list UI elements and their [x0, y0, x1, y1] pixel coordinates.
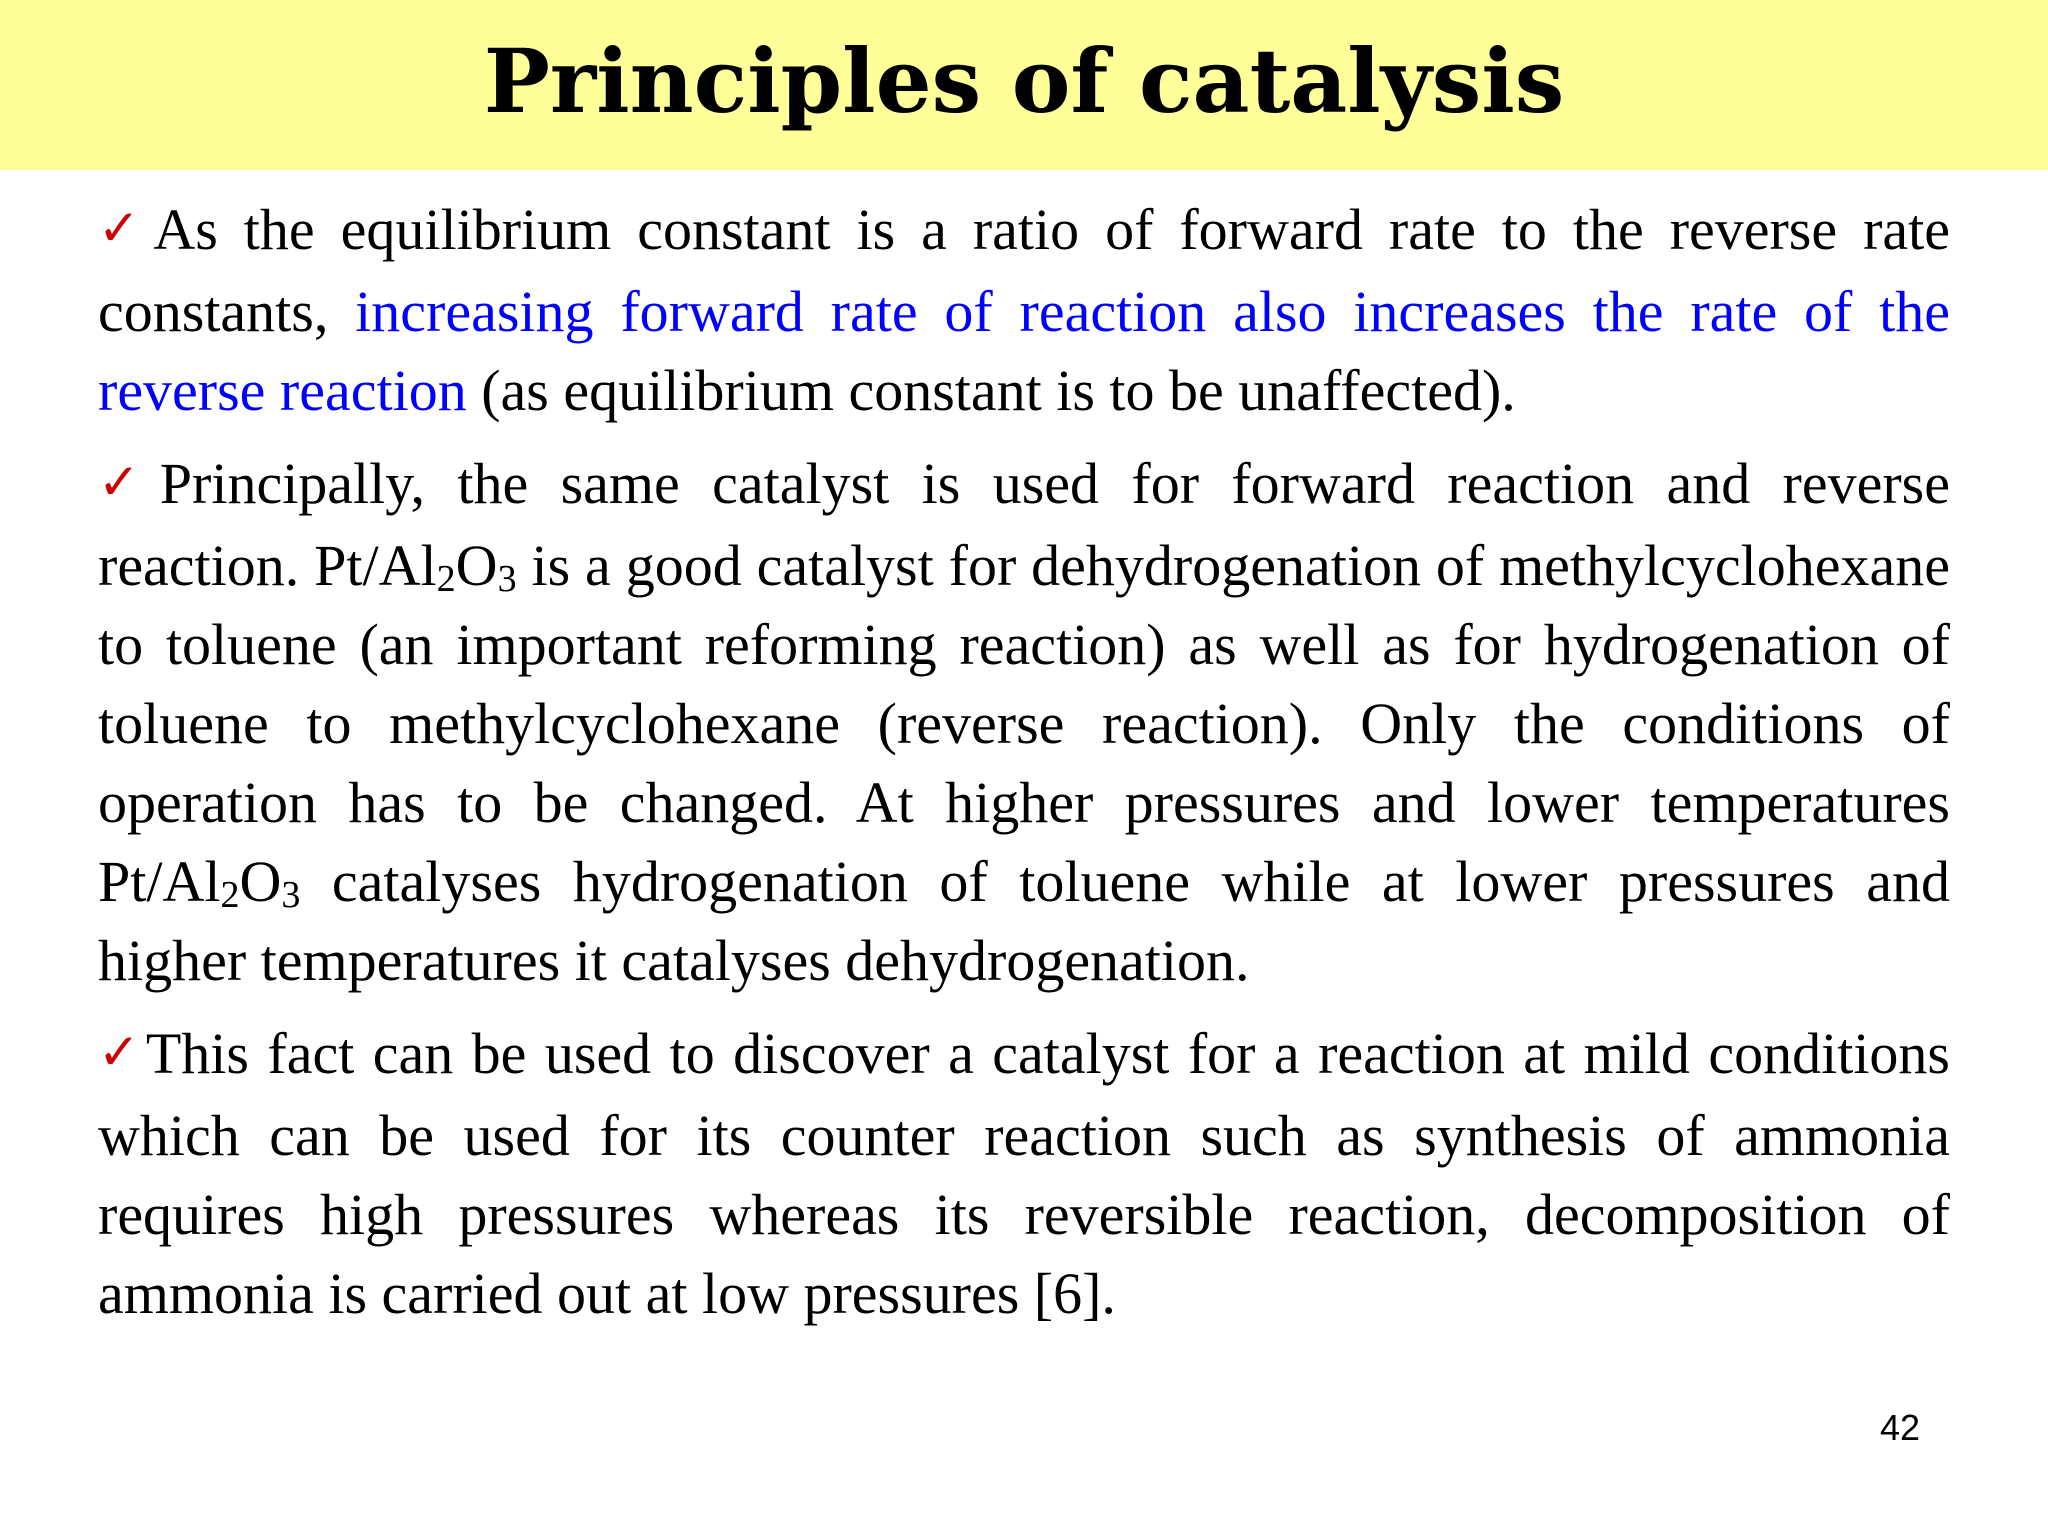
subscript: 3 — [497, 558, 517, 600]
bullet-text: is a good catalyst for dehydrogenation of methylcyclohexane to toluene (an important reforming reaction) as well as for hydrogenation of toluene to methylcyclohexane (reverse reaction). Only the conditions of operation has to be changed. At higher pressures and lower temperatures Pt/Al — [98, 533, 1950, 914]
bullet-text: This fact can be used to discover a catalyst for a reaction at mild conditions which can be used for its counter reaction such as synthesis of ammonia requires high pressures whereas its reversible reaction, decomposition of ammonia is carried out at low pressures [6]. — [98, 1021, 1951, 1326]
highlighted-text: increasing forward rate of reaction also increases the rate of the reverse reaction — [98, 279, 1951, 423]
bullet-text: catalyses hydrogenation of toluene while at lower pressures and higher temperatures it catalyses dehydrogenation. — [98, 849, 1950, 993]
slide-title: Principles of catalysis — [483, 29, 1565, 133]
subscript: 2 — [220, 874, 240, 916]
bullet-same-catalyst — [98, 444, 1950, 1000]
subscript: 2 — [436, 558, 456, 600]
bullet-text: (as equilibrium constant is to be unaffected). — [466, 358, 1516, 423]
title-bar — [0, 0, 2048, 170]
check-mark-icon: ✓ — [98, 1023, 144, 1081]
subscript: 3 — [281, 874, 301, 916]
bullet-text: O — [239, 849, 282, 914]
bullet-text: Principally, the same catalyst is used for forward reaction and reverse reaction. Pt/Al — [98, 451, 1950, 598]
bullet-text: As the equilibrium constant is a ratio of forward rate to the reverse rate constants, — [98, 197, 1951, 344]
check-mark-icon: ✓ — [98, 199, 152, 257]
page-number: 42 — [1880, 1407, 1921, 1448]
slide-body — [98, 190, 1950, 1347]
bullet-equilibrium — [98, 190, 1950, 430]
check-mark-icon: ✓ — [98, 453, 158, 511]
bullet-text: O — [455, 533, 498, 598]
bullet-counter-reaction — [98, 1014, 1950, 1333]
